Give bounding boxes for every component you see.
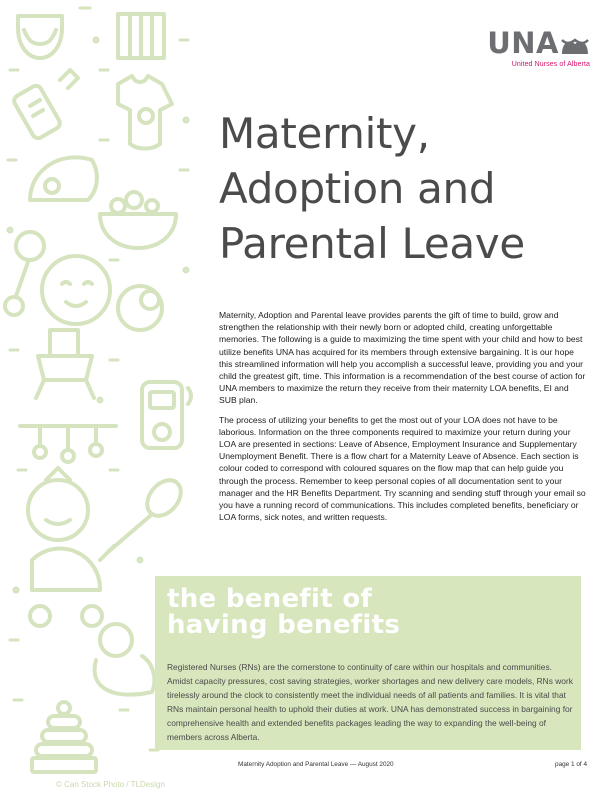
onesie-icon	[118, 76, 172, 149]
image-credit: © Can Stock Photo / TLDesign	[56, 780, 165, 789]
benefit-heading	[167, 586, 400, 638]
benefit-body: Registered Nurses (RNs) are the cornerstone to continuity of care within our hospitals and communities. Amidst capacity pressures, cost saving strategies, worker shortages and new delivery care models, RNs work tirelessly around the clock to consistently meet the individual needs of all patients and families. It is vital that RNs maintain personal health to uphold their duties at work. UNA has demonstrated success in bargaining for comprehensive health and extended benefits packages leading the way to expanding the well-being of members across Alberta.	[167, 662, 573, 742]
crib-mobile-icon	[20, 426, 116, 462]
baby-hat-icon	[30, 157, 97, 200]
baby-bottle-icon	[12, 70, 78, 140]
spoon-icon	[108, 474, 188, 552]
page-number: page 1 of 4	[555, 761, 587, 768]
title-line: Maternity,	[219, 109, 430, 158]
una-logo-mark-icon	[560, 36, 590, 56]
baby-girl-face-icon	[28, 468, 88, 540]
title-line: Adoption and	[219, 164, 496, 213]
rubber-duck-icon	[95, 624, 155, 695]
stacking-rings-icon	[32, 702, 96, 772]
high-chair-icon	[36, 330, 94, 398]
title-line: Parental Leave	[219, 219, 525, 268]
page-title	[219, 106, 599, 271]
footer-title: Maternity Adoption and Parental Leave — August 2020	[238, 761, 394, 768]
una-logo-subtitle: United Nurses of Alberta	[511, 61, 590, 68]
baby-face-icon	[42, 256, 110, 324]
stroller-icon	[30, 546, 114, 626]
intro-text	[219, 309, 587, 530]
baby-monitor-icon	[142, 382, 191, 448]
pacifier-icon	[118, 286, 162, 330]
una-logo-wordmark: UNA	[470, 26, 590, 60]
una-logo	[470, 26, 590, 68]
crib-icon	[118, 14, 164, 58]
benefit-heading-line: having benefits	[167, 610, 401, 640]
rattle-icon	[5, 232, 44, 315]
intro-paragraph: The process of utilizing your benefits to get the most out of your LOA does not have to be laborious. Information on the three components required to maximize your return during your LOA are presented in sections: Leave of Absence, Employment Insurance and Supplementary Unemployment Benefit. There is a flow chart for a Maternity Leave of Absence. Each section is colour coded to correspond with coloured squares on the flow map that can help guide you through the process. Remember to keep personal copies of all documentation sent to your manager and the HR Benefits Department. Try scanning and sending stuff through your email so you have a running record of communications. This includes completed benefits, beneficiary or LOA forms, sick notes, and written requests.	[219, 414, 586, 523]
benefit-heading-line: the benefit of	[167, 584, 373, 614]
intro-paragraph: Maternity, Adoption and Parental leave provides parents the gift of time to build, grow and strengthen the relationship with their newly born or adopted child, creating unforgettable memories. The following is a guide to maximizing the time spent with your child and how to best utilize benefits UNA has acquired for its members through extensive bargaining. It is our hope this streamlined information will help you accomplish a successful leave, providing you and your child the greatest gift, time. This information is a recommendation of the best course of action for UNA members to maximize the return they receive from their maternity LOA benefits, EI and SUB plan.	[219, 310, 586, 406]
diaper-icon	[18, 16, 62, 58]
benefit-section	[155, 576, 581, 750]
bathtub-icon	[100, 192, 176, 248]
